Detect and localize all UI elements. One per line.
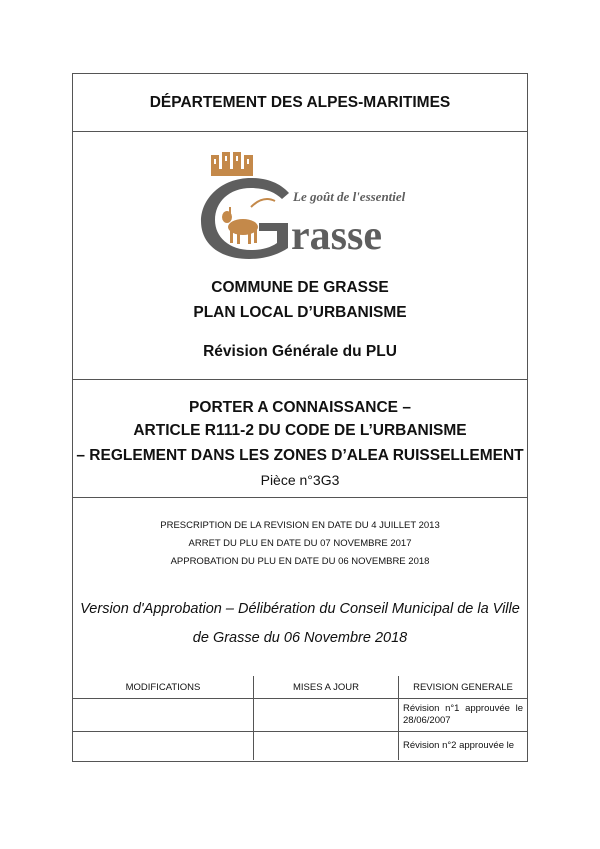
table-cell-revision-1: Révision n°1 approuvée le 28/06/2007 bbox=[399, 699, 528, 732]
bow-icon bbox=[251, 199, 275, 207]
table-cell bbox=[73, 699, 254, 732]
porter-line-1: PORTER A CONNAISSANCE – bbox=[189, 399, 411, 416]
table-cell bbox=[254, 699, 399, 732]
col-mises-a-jour: MISES A JOUR bbox=[254, 676, 399, 699]
crown-icon bbox=[211, 152, 253, 176]
grasse-logo bbox=[191, 149, 411, 261]
piece-number: Pièce n°3G3 bbox=[260, 472, 340, 488]
col-modifications: MODIFICATIONS bbox=[73, 676, 254, 699]
dates-section bbox=[73, 498, 527, 676]
cover-frame bbox=[72, 73, 528, 762]
porter-section bbox=[73, 380, 527, 498]
col-revision-generale: REVISION GENERALE bbox=[399, 676, 528, 699]
department-title: DÉPARTEMENT DES ALPES-MARITIMES bbox=[149, 93, 451, 111]
table-cell-revision-2: Révision n°2 approuvée le bbox=[399, 732, 528, 760]
modifications-table bbox=[73, 676, 527, 760]
lamb-icon bbox=[222, 207, 258, 244]
logo-tagline: Le goût de l'essentiel bbox=[293, 189, 406, 204]
plan-title: PLAN LOCAL D’URBANISME bbox=[193, 304, 407, 321]
prescription-date: PRESCRIPTION DE LA REVISION EN DATE DU 4 JUILLET 2013 bbox=[160, 520, 440, 531]
table-row bbox=[73, 732, 527, 760]
revision-title: Révision Générale du PLU bbox=[203, 343, 397, 360]
table-cell bbox=[73, 732, 254, 760]
department-header bbox=[73, 74, 527, 132]
porter-line-3: – REGLEMENT DANS LES ZONES D’ALEA RUISSELLEMENT bbox=[76, 447, 524, 464]
version-line-2: de Grasse du 06 Novembre 2018 bbox=[192, 630, 408, 646]
table-cell bbox=[254, 732, 399, 760]
arret-date: ARRET DU PLU EN DATE DU 07 NOVEMBRE 2017 bbox=[188, 538, 412, 549]
version-line-1: Version d'Approbation – Délibération du Conseil Municipal de la Ville bbox=[80, 601, 520, 617]
porter-line-2: ARTICLE R111-2 DU CODE DE L’URBANISME bbox=[133, 422, 467, 439]
commune-title: COMMUNE DE GRASSE bbox=[211, 279, 389, 296]
commune-section bbox=[73, 132, 527, 380]
logo-name-tail: rasse bbox=[291, 213, 382, 259]
table-row bbox=[73, 699, 527, 732]
table-header-row bbox=[73, 676, 527, 699]
g-letter-icon bbox=[201, 178, 289, 259]
approbation-date: APPROBATION DU PLU EN DATE DU 06 NOVEMBRE 2018 bbox=[170, 556, 430, 567]
